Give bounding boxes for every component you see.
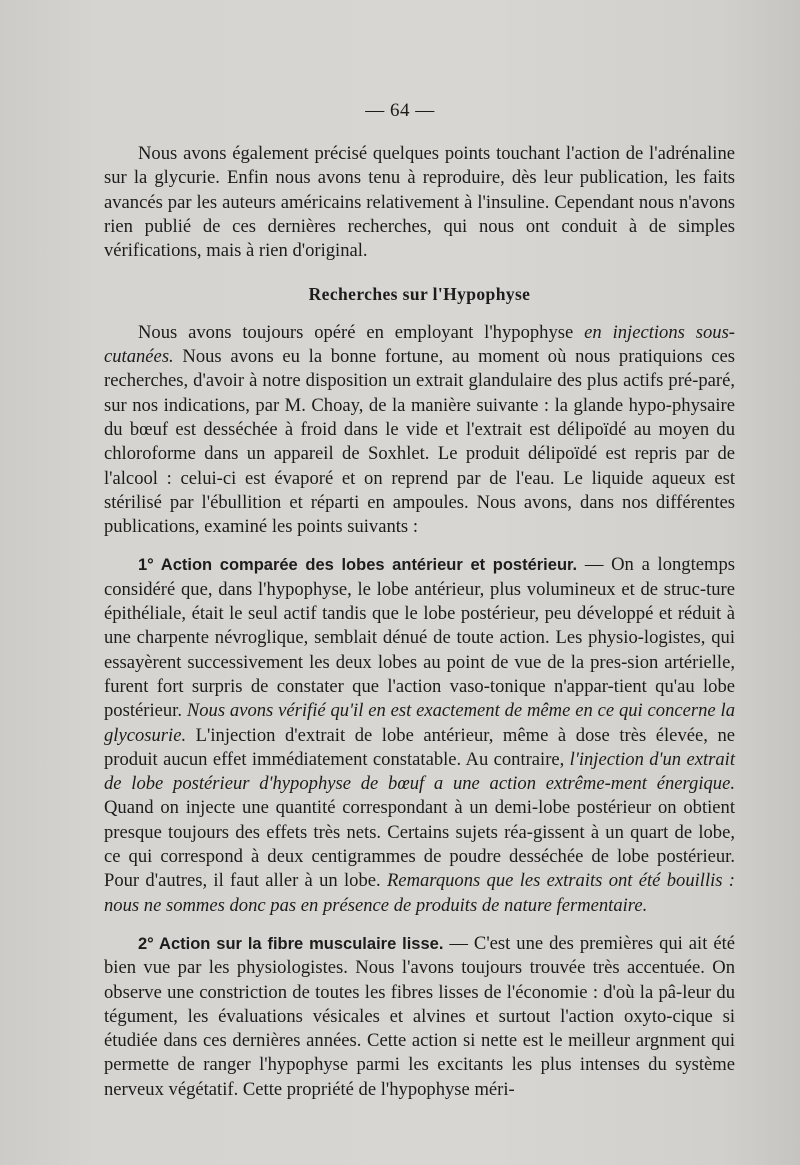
intro-text-2: Nous avons eu la bonne fortune, au moment où nous pratiquions ces recherches, d'avoir à notre disposition un extrait glandulaire des plus actifs pré-paré, sur nos indications, par M. Choay, de la manière suivante : la glande hypo-physaire du bœuf est desséchée à froid dans le vide et l'extrait est délipoïdé au moyen du chloroforme dans un appareil de Soxhlet. Le produit délipoïdé est repris par de l'alcool : celui-ci est évaporé et on reprend par de l'eau. Le liquide aqueux est stérilisé par l'ébullition et réparti en ampoules. Nous avons, dans nos différentes publications, examiné les points suivants : xyxy=(104,346,735,538)
page-number: — 64 — xyxy=(365,100,435,121)
point-1-italic-2: l'injection d'un extrait de lobe postérieur d'hypophyse de bœuf a une action extrême-ment énergique. xyxy=(104,748,735,795)
page-body xyxy=(104,142,735,1102)
paragraph-point-2 xyxy=(104,932,735,1102)
paragraph-hypophyse-intro xyxy=(104,321,735,540)
point-1-heading: 1° Action comparée des lobes antérieur et postérieur. xyxy=(138,556,578,575)
point-1-text-3: Quand on injecte une quantité correspondant à un demi-lobe postérieur on obtient presque toujours des effets très nets. Certains sujets réa-gissent à un quart de lobe, ce qui correspond à deux centigrammes de poudre desséchée de lobe postérieur. Pour d'autres, il faut aller à un lobe. xyxy=(104,797,735,892)
point-1-italic-1: Nous avons vérifié qu'il en est exactement de même en ce qui concerne la glycosurie. xyxy=(104,700,735,746)
paragraph-point-1 xyxy=(104,553,735,917)
point-1-italic-3: Remarquons que les extraits ont été bouillis : nous ne sommes donc pas en présence de produits de nature fermentaire. xyxy=(104,870,735,916)
intro-text-1: Nous avons toujours opéré en employant l'hypophyse xyxy=(138,321,585,343)
paragraph-adrenaline: Nous avons également précisé quelques points touchant l'action de l'adrénaline sur la glycurie. Enfin nous avons tenu à reproduire, dès leur publication, les faits avancés par les auteurs américains relativement à l'insuline. Cependant nous n'avons rien publié de ces dernières recherches, qui nous ont conduit à de simples vérifications, mais à rien d'original. xyxy=(104,143,735,262)
point-1-text-1: — On a longtemps considéré que, dans l'hypophyse, le lobe antérieur, plus volumineux et de struc-ture épithéliale, était le seul actif tandis que le lobe postérieur, peu développé et réduit à une charpente névroglique, semblait dénué de toute action. Les physio-logistes, qui essayèrent successivement les deux lobes au point de vue de la pres-sion artérielle, furent fort surpris de constater que l'action vaso-tonique n'appar-tient qu'au lobe postérieur. xyxy=(104,554,735,722)
point-2-text-1: — C'est une des premières qui ait été bien vue par les physiologistes. Nous l'avons toujours trouvée très accentuée. On observe une constriction de toutes les fibres lisses de l'économie : d'où la pâ-leur du tégument, les évaluations vésicales et alvines et surtout l'action oxyto-cique si étudiée dans ces dernières années. Cette action si nette est le meilleur argnment qui permette de ranger l'hypophyse parmi les excitants les plus intenses du système nerveux végétatif. Cette propriété de l'hypophyse méri- xyxy=(104,932,735,1100)
intro-italic-1: en injections sous-cutanées. xyxy=(104,321,735,368)
point-2-heading: 2° Action sur la fibre musculaire lisse. xyxy=(138,934,444,953)
section-heading: Recherches sur l'Hypophyse xyxy=(308,284,531,305)
point-1-text-2: L'injection d'extrait de lobe antérieur, même à dose très élevée, ne produit aucun effet immédiatement constatable. Au contraire, xyxy=(104,724,735,770)
